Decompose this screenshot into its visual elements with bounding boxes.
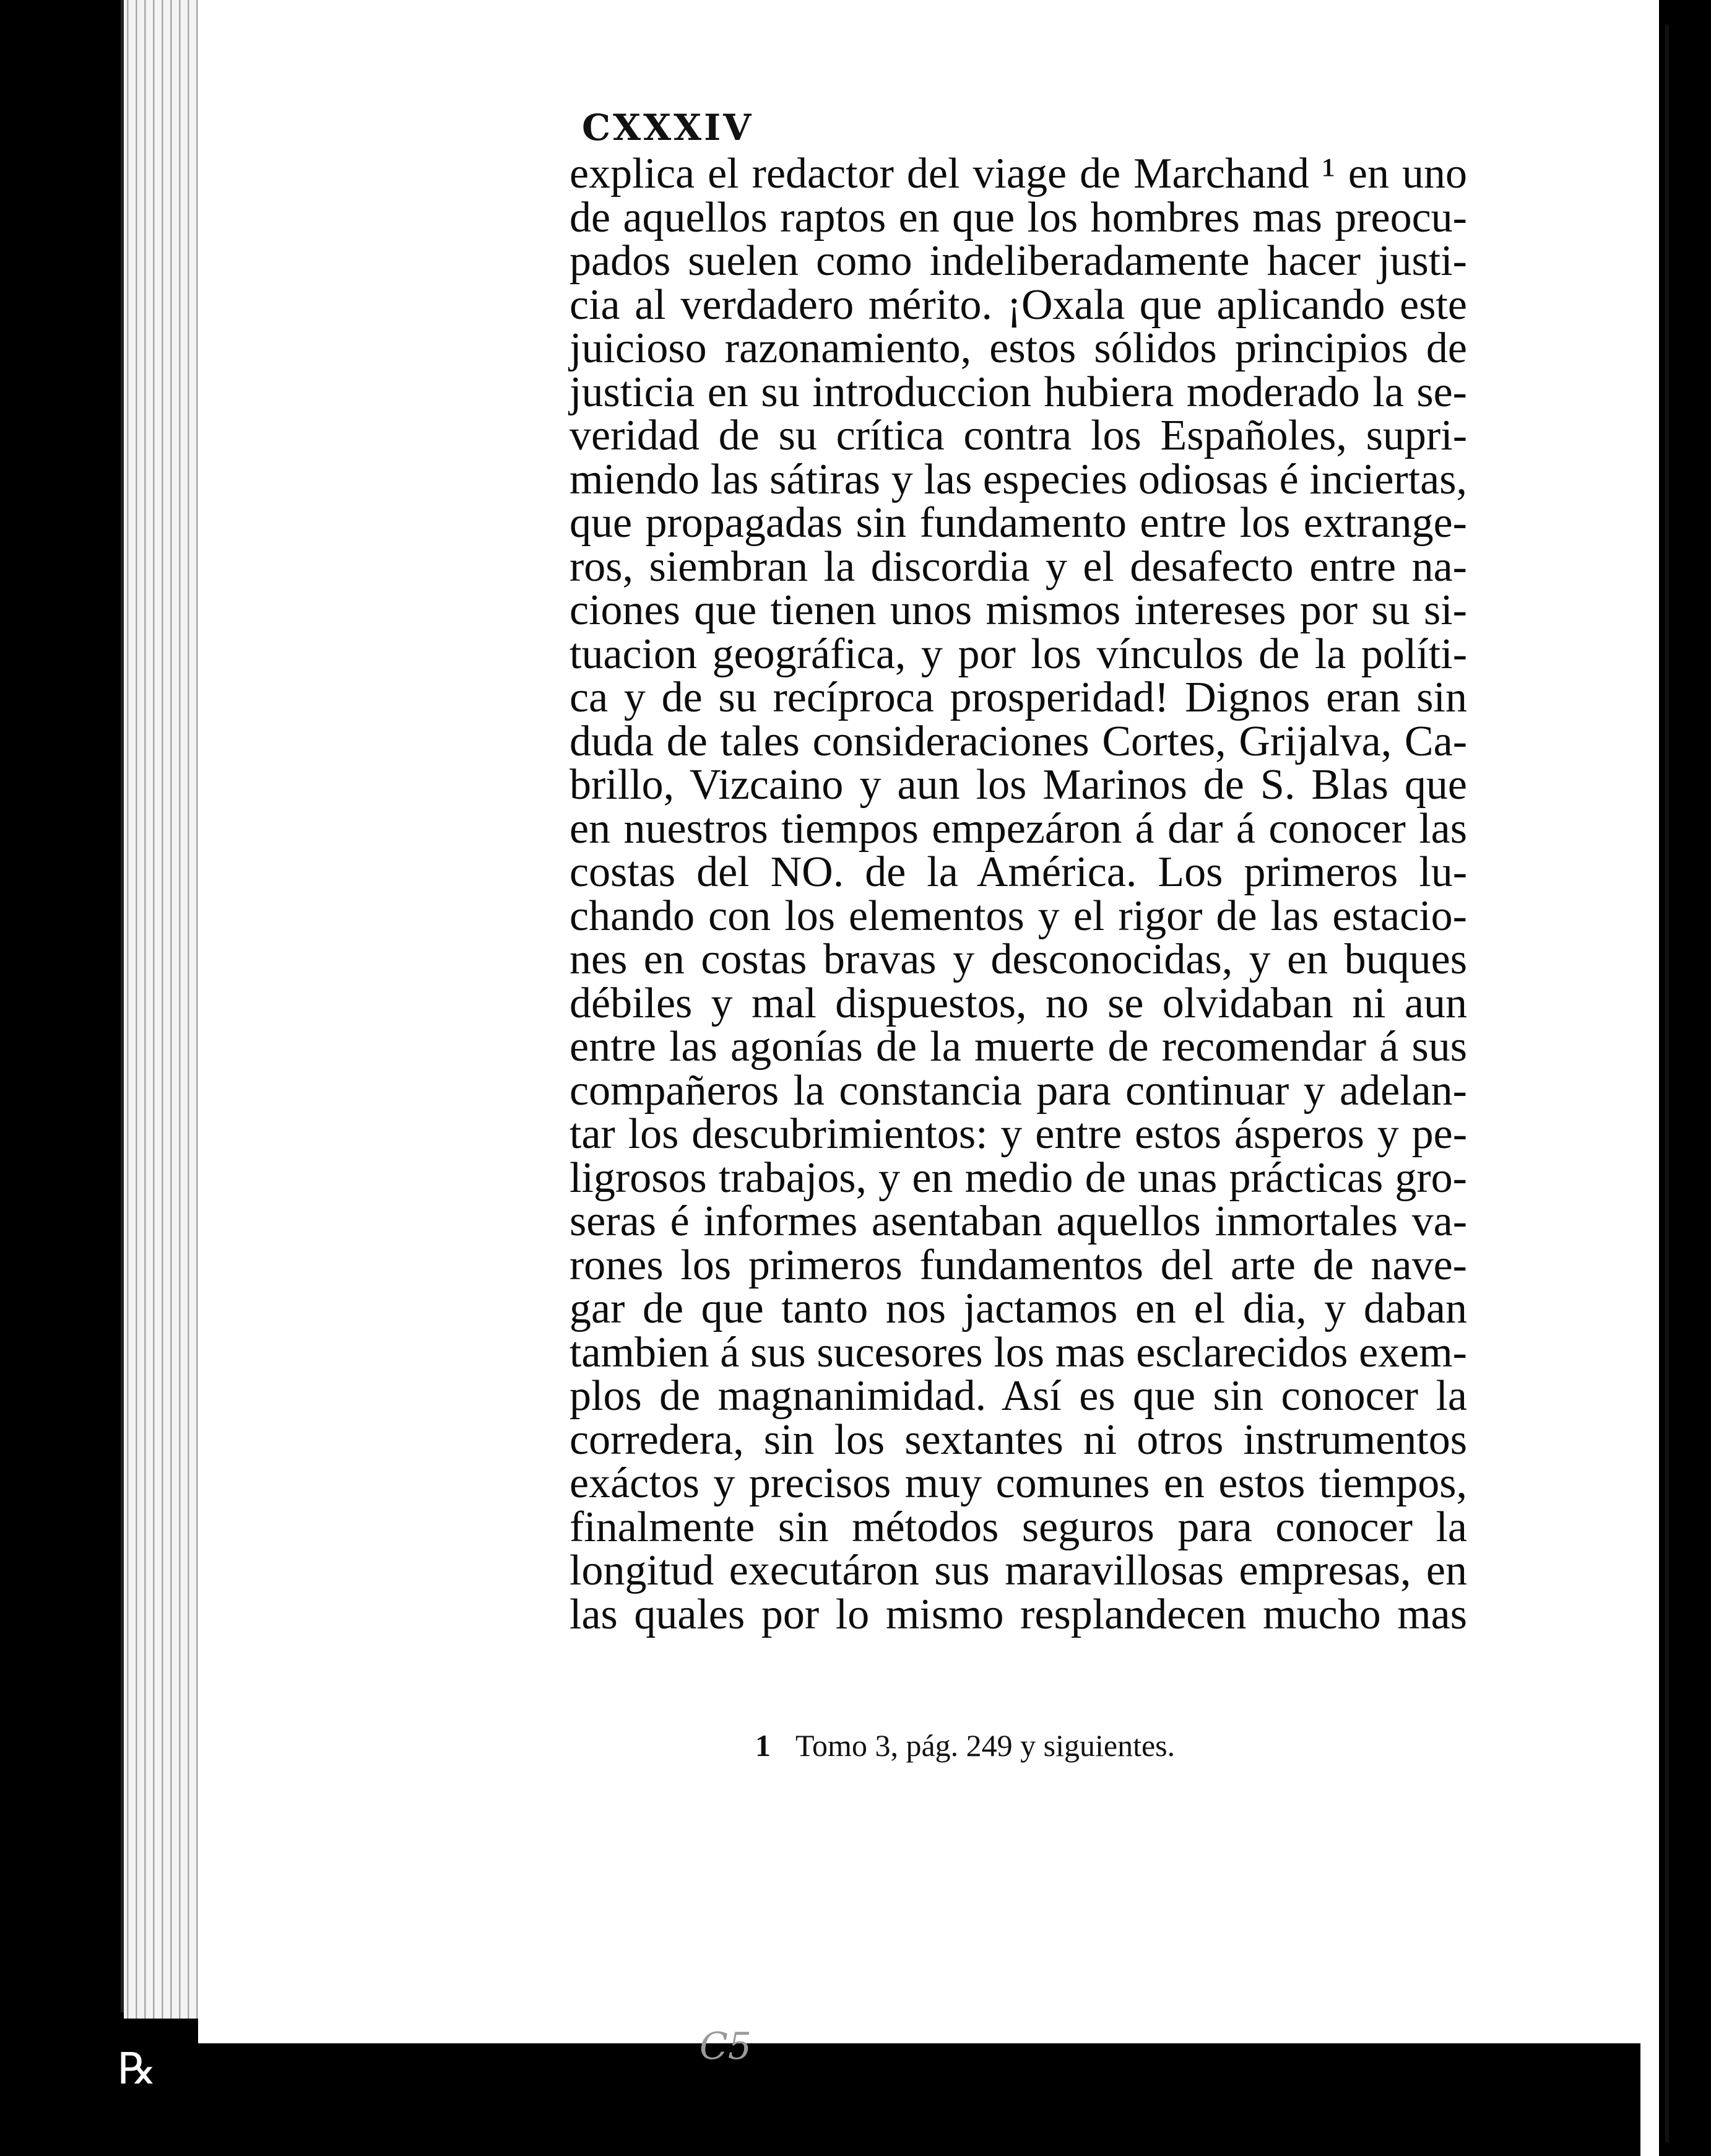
text-line: nes en costas bravas y desconocidas, y en buques bbox=[570, 936, 1467, 983]
footnote bbox=[755, 1728, 1175, 1763]
text-line: cia al verdadero mérito. ¡Oxala que aplicando este bbox=[570, 280, 1467, 329]
body-text-block bbox=[570, 152, 1467, 1637]
text-line: ros, siembran la discordia y el desafecto entre na- bbox=[570, 542, 1467, 591]
text-line: juicioso razonamiento, estos sólidos principios de bbox=[570, 324, 1467, 372]
text-line: gar de que tanto nos jactamos en el dia, y daban bbox=[570, 1285, 1467, 1332]
text-line: explica el redactor del viage de Marchand ¹ en uno bbox=[570, 150, 1467, 198]
text-line: duda de tales consideraciones Cortes, Grijalva, Ca- bbox=[570, 717, 1467, 765]
text-line: justicia en su introduccion hubiera moderado la se- bbox=[570, 368, 1467, 416]
text-line: ligrosos trabajos, y en medio de unas prácticas gro- bbox=[570, 1154, 1467, 1202]
text-line: seras é informes asentaban aquellos inmortales va- bbox=[570, 1198, 1467, 1245]
text-line: compañeros la constancia para continuar y adelan- bbox=[570, 1066, 1467, 1115]
text-line: corredera, sin los sextantes ni otros instrumentos bbox=[570, 1415, 1467, 1464]
text-line: de aquellos raptos en que los hombres mas preocu- bbox=[570, 193, 1467, 241]
text-line: chando con los elementos y el rigor de las estacio- bbox=[570, 892, 1467, 940]
text-line: ca y de su recíproca prosperidad! Dignos eran sin bbox=[570, 674, 1467, 721]
text-line: pados suelen como indeliberadamente hacer justi- bbox=[570, 237, 1467, 285]
text-line: las quales por lo mismo resplandecen mucho mas bbox=[570, 1590, 1467, 1638]
text-line: veridad de su crítica contra los Españoles, supri- bbox=[570, 412, 1467, 459]
text-line: longitud executáron sus maravillosas empresas, en bbox=[570, 1547, 1467, 1594]
page-stack-edge bbox=[124, 0, 204, 2019]
text-line: tambien á sus sucesores los mas esclarecidos exem- bbox=[570, 1328, 1467, 1376]
text-line: miendo las sátiras y las especies odiosas é inciertas, bbox=[570, 455, 1467, 503]
text-line: plos de magnanimidad. Así es que sin conocer la bbox=[570, 1372, 1467, 1420]
footnote-mark: 1 bbox=[755, 1728, 771, 1763]
text-line: débiles y mal dispuestos, no se olvidaban ni aun bbox=[570, 979, 1467, 1027]
text-line: ciones que tienen unos mismos intereses por su si- bbox=[570, 586, 1467, 634]
text-line: en nuestros tiempos empezáron á dar á conocer las bbox=[570, 804, 1467, 853]
facing-page-edge bbox=[1640, 0, 1659, 2156]
text-line: exáctos y precisos muy comunes en estos tiempos, bbox=[570, 1459, 1467, 1507]
text-line: tuacion geográfica, y por los vínculos de la políti- bbox=[570, 630, 1467, 678]
page-number-header: CXXXIV bbox=[582, 106, 754, 149]
text-line: tar los descubrimientos: y entre estos ásperos y pe- bbox=[570, 1110, 1467, 1158]
facing-page-rule bbox=[1665, 25, 1669, 2142]
text-line: rones los primeros fundamentos del arte de nave- bbox=[570, 1241, 1467, 1289]
text-line: finalmente sin métodos seguros para conocer la bbox=[570, 1503, 1467, 1551]
footnote-text: Tomo 3, pág. 249 y siguientes. bbox=[795, 1728, 1176, 1763]
text-line: costas del NO. de la América. Los primeros lu- bbox=[570, 848, 1467, 896]
text-line: entre las agonías de la muerte de recomendar á sus bbox=[570, 1023, 1467, 1071]
corner-stamp-icon: ℞ bbox=[118, 2043, 157, 2094]
pencil-mark: C5 bbox=[700, 2025, 752, 2068]
text-line: que propagadas sin fundamento entre los extrange- bbox=[570, 499, 1467, 547]
text-line: brillo, Vizcaino y aun los Marinos de S. Blas que bbox=[570, 761, 1467, 809]
